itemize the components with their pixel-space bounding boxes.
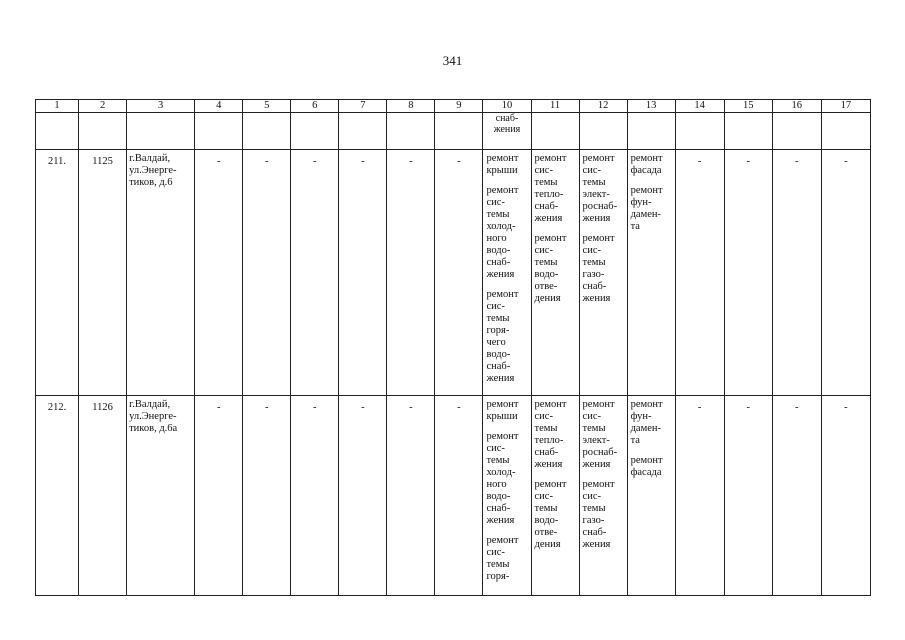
page-number: 341 — [442, 53, 463, 68]
empty-mark: - — [844, 402, 848, 413]
work-item: ремонт фун- дамен- та — [630, 399, 663, 446]
table-cell — [339, 150, 387, 396]
table-cell — [772, 113, 821, 150]
table-cell — [483, 113, 531, 150]
column-header: 15 — [724, 100, 772, 113]
table-cell — [531, 150, 579, 396]
table-cell — [435, 113, 483, 150]
table-cell — [195, 396, 243, 596]
table-cell — [821, 150, 870, 396]
column-header: 9 — [435, 100, 483, 113]
table-cell — [675, 150, 724, 396]
empty-mark: - — [746, 156, 750, 167]
table-cell — [675, 396, 724, 596]
row-address: г.Валдай, ул.Энерге- тиков, д.6а — [129, 399, 178, 434]
table-cell — [772, 396, 821, 596]
table-cell — [36, 150, 79, 396]
empty-mark: - — [361, 402, 365, 413]
table-cell — [435, 150, 483, 396]
column-header: 12 — [579, 100, 627, 113]
empty-mark: - — [746, 402, 750, 413]
empty-mark: - — [457, 402, 461, 413]
table-cell — [821, 396, 870, 596]
empty-mark: - — [313, 402, 317, 413]
empty-mark: - — [264, 156, 269, 167]
table-cell — [627, 150, 675, 396]
table-cell — [435, 396, 483, 596]
table-cell — [339, 396, 387, 596]
work-item: ремонт сис- темы горя- чего водо- снаб- жения — [486, 289, 519, 384]
table-cell — [291, 150, 339, 396]
work-item: ремонт сис- темы тепло- снаб- жения — [534, 399, 567, 470]
column-header: 13 — [627, 100, 675, 113]
column-header: 8 — [387, 100, 435, 113]
work-item: ремонт фасада — [630, 455, 663, 478]
table-cell — [36, 396, 79, 596]
table-cell — [579, 113, 627, 150]
table-cell — [339, 113, 387, 150]
empty-mark: - — [409, 402, 413, 413]
table-cell — [579, 396, 627, 596]
row-number: 211. — [48, 156, 67, 167]
column-header: 1 — [36, 100, 79, 113]
table-cell — [291, 396, 339, 596]
work-item: ремонт фасада — [630, 153, 663, 176]
table-cell — [243, 113, 291, 150]
header-row — [36, 100, 871, 113]
column-header: 2 — [79, 100, 127, 113]
table-cell — [36, 113, 79, 150]
table-cell — [627, 113, 675, 150]
table-cell — [79, 396, 127, 596]
table-cell — [772, 150, 821, 396]
table-cell — [387, 396, 435, 596]
table-cell — [387, 150, 435, 396]
continuation-text: снаб- жения — [493, 113, 521, 135]
work-item: ремонт сис- темы тепло- снаб- жения — [534, 153, 567, 224]
empty-mark: - — [795, 402, 799, 413]
work-item: ремонт крыши — [486, 153, 519, 176]
empty-mark: - — [844, 156, 848, 167]
work-item: ремонт крыши — [486, 399, 519, 422]
table-cell — [724, 396, 772, 596]
work-item: ремонт фун- дамен- та — [630, 185, 663, 232]
works-table — [35, 99, 871, 596]
table-cell — [724, 113, 772, 150]
empty-mark: - — [457, 156, 461, 167]
empty-mark: - — [216, 156, 221, 167]
column-header: 16 — [772, 100, 821, 113]
table-cell — [79, 150, 127, 396]
table-cell — [243, 150, 291, 396]
column-header: 5 — [243, 100, 291, 113]
table-row — [36, 396, 871, 596]
empty-mark: - — [409, 156, 413, 167]
work-item: ремонт сис- темы водо- отве- дения — [534, 233, 567, 304]
table-cell — [127, 150, 195, 396]
empty-mark: - — [313, 156, 317, 167]
empty-mark: - — [216, 402, 221, 413]
column-header: 10 — [483, 100, 531, 113]
work-item: ремонт сис- темы холод- ного водо- снаб- жения — [486, 431, 519, 526]
row-code: 1125 — [92, 156, 113, 167]
row-code: 1126 — [92, 402, 113, 413]
work-item: ремонт сис- темы элект- роснаб- жения — [582, 153, 618, 224]
table-cell — [627, 396, 675, 596]
table-cell — [483, 396, 531, 596]
empty-mark: - — [795, 156, 799, 167]
table-cell — [243, 396, 291, 596]
empty-mark: - — [697, 156, 702, 167]
table-cell — [724, 150, 772, 396]
table-cell — [195, 113, 243, 150]
table-cell — [821, 113, 870, 150]
table-cell — [79, 113, 127, 150]
column-header: 6 — [291, 100, 339, 113]
column-header: 7 — [339, 100, 387, 113]
work-item: ремонт сис- темы горя- — [486, 535, 519, 582]
table-row — [36, 150, 871, 396]
column-header: 4 — [195, 100, 243, 113]
table-cell — [579, 150, 627, 396]
table-cell — [483, 150, 531, 396]
column-header: 14 — [675, 100, 724, 113]
work-item: ремонт сис- темы холод- ного водо- снаб- жения — [486, 185, 519, 280]
work-item: ремонт сис- темы газо- снаб- жения — [582, 233, 615, 304]
table-cell — [195, 150, 243, 396]
work-item: ремонт сис- темы элект- роснаб- жения — [582, 399, 618, 470]
column-header: 11 — [531, 100, 579, 113]
table-cell — [387, 113, 435, 150]
row-address: г.Валдай, ул.Энерге- тиков, д.6 — [129, 153, 177, 188]
empty-mark: - — [361, 156, 365, 167]
empty-mark: - — [697, 402, 702, 413]
table-cell — [531, 396, 579, 596]
work-item: ремонт сис- темы водо- отве- дения — [534, 479, 567, 550]
row-number: 212. — [47, 402, 67, 413]
work-item: ремонт сис- темы газо- снаб- жения — [582, 479, 615, 550]
table-cell — [127, 396, 195, 596]
column-header: 17 — [821, 100, 870, 113]
continuation-row — [36, 113, 871, 150]
column-header: 3 — [127, 100, 195, 113]
table-cell — [675, 113, 724, 150]
table-cell — [127, 113, 195, 150]
empty-mark: - — [264, 402, 269, 413]
table-cell — [531, 113, 579, 150]
table-cell — [291, 113, 339, 150]
